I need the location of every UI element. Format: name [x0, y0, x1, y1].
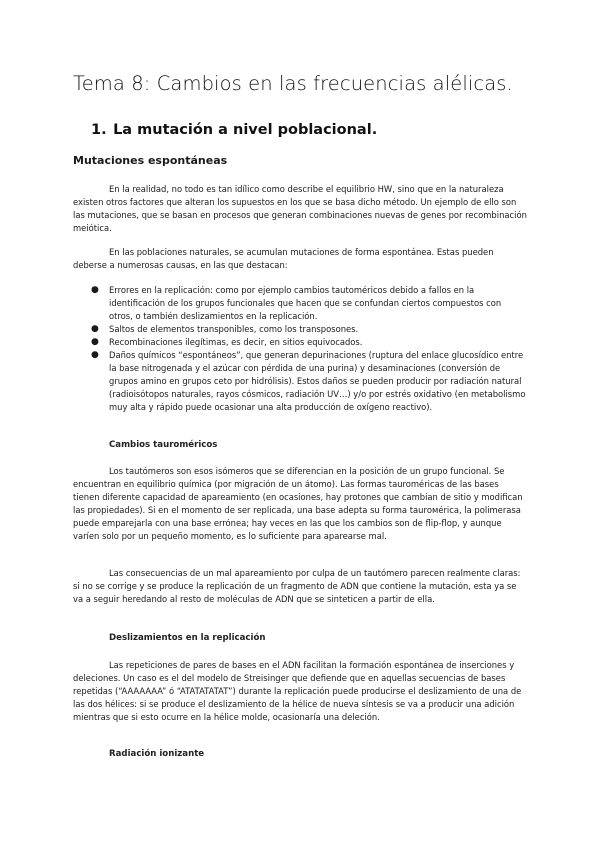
list-item-text: Daños químicos “espontáneos”, que generan depurinaciones (ruptura del enlace glucosídico entre la base nitrogenada y el azúcar con pérdida de una purina) y desaminaciones (conversión de grupos amino en grupos ceto por hidrólisis). Estos daños se pueden producir por radiación natural (radioisótopos naturales, rayos cósmicos, radiación UV…) y/o por estrés oxidativo (en metabolismo muy alta y rápido puede ocasionar una alta producción de oxígeno reactivo).: [109, 350, 526, 412]
list-item: [91, 349, 527, 414]
paragraph-1: En la realidad, no todo es tan idílico como describe el equilibrio HW, sino que en la naturaleza existen otros factores que alteran los supuestos en los que se basa dicho método. Un ejemplo de ello son las mutaciones, que se basan en procesos que generan combinaciones nuevas de genes por recombinación meiótica.: [73, 184, 527, 233]
paragraph-4: Las consecuencias de un mal apareamiento por culpa de un tautómero parecen realmente claras: si no se corrige y se produce la replicación de un fragmento de ADN que contiene la mutación, esta ya se va a seguir heredando al resto de moléculas de ADN que se sinteticen a partir de ella.: [73, 568, 521, 604]
page-title: Tema 8: Cambios en las frecuencias alélicas.: [73, 72, 513, 95]
bullet-icon: ●: [91, 337, 99, 347]
heading-deslizamientos: Deslizamientos en la replicación: [109, 633, 266, 643]
bullet-icon: ●: [91, 285, 99, 295]
list-item: [91, 284, 527, 323]
heading-radiacion-ionizante: Radiación ionizante: [109, 749, 205, 759]
paragraph-3: Los tautómeros son esos isómeros que se diferencian en la posición de un grupo funcional. Se encuentran en equilibrio química (por migración de un átomo). Las formas tauroméricas de las bases tienen diferente capacidad de apareamiento (en ocasiones, hay protones que cambian de sitio y modifican las propiedades). Si en el momento de ser replicada, una base adepta su forma taurомérica, la polimerasa puede emparejarla con una base errónea; hay veces en las que los cambios son de flip-flop, y aunque varíen solo por un pequeño momento, es lo suficiente para aparearse mal.: [73, 466, 523, 541]
list-item: [91, 323, 527, 336]
bullet-icon: ●: [91, 324, 99, 334]
bullet-icon: ●: [91, 350, 99, 360]
paragraph-2: En las poblaciones naturales, se acumulan mutaciones de forma espontánea. Estas pueden deberse a numerosas causas, en las que destacan:: [73, 247, 494, 270]
subheading-mutaciones: Mutaciones espontáneas: [73, 154, 228, 167]
list-item-text: Saltos de elementos transponibles, como los transposones.: [109, 324, 359, 334]
list-item-text: Recombinaciones ilegítimas, es decir, en sitios equivocados.: [109, 337, 363, 347]
causes-list: [91, 284, 527, 414]
heading-cambios-tauromericos: Cambios tauroméricos: [109, 440, 218, 450]
section-label: La mutación a nivel poblacional.: [113, 122, 378, 138]
paragraph-5: Las repeticiones de pares de bases en el ADN facilitan la formación espontánea de inserciones y deleciones. Un caso es el del modelo de Streisinger que defiende que en aquellas secuencias de bases repetidas (“AAAAAAA” ó “ATATATATAT”) durante la replicación puede producirse el deslizamiento de una de las dos hélices: si se produce el deslizamiento de la hélice de nueva síntesis se va a producir una adición mientras que si esto ocurre en la hélice molde, ocasionaría una deleción.: [73, 660, 522, 722]
list-item-text: Errores en la replicación: como por ejemplo cambios tautoméricos debido a fallos en la identificación de los grupos funcionales que hacen que se confundan ciertos compuestos con otros, o también deslizamientos en la replicación.: [109, 285, 502, 321]
section-heading: [91, 122, 377, 138]
list-item: [91, 336, 527, 349]
section-number: 1.: [91, 122, 107, 138]
